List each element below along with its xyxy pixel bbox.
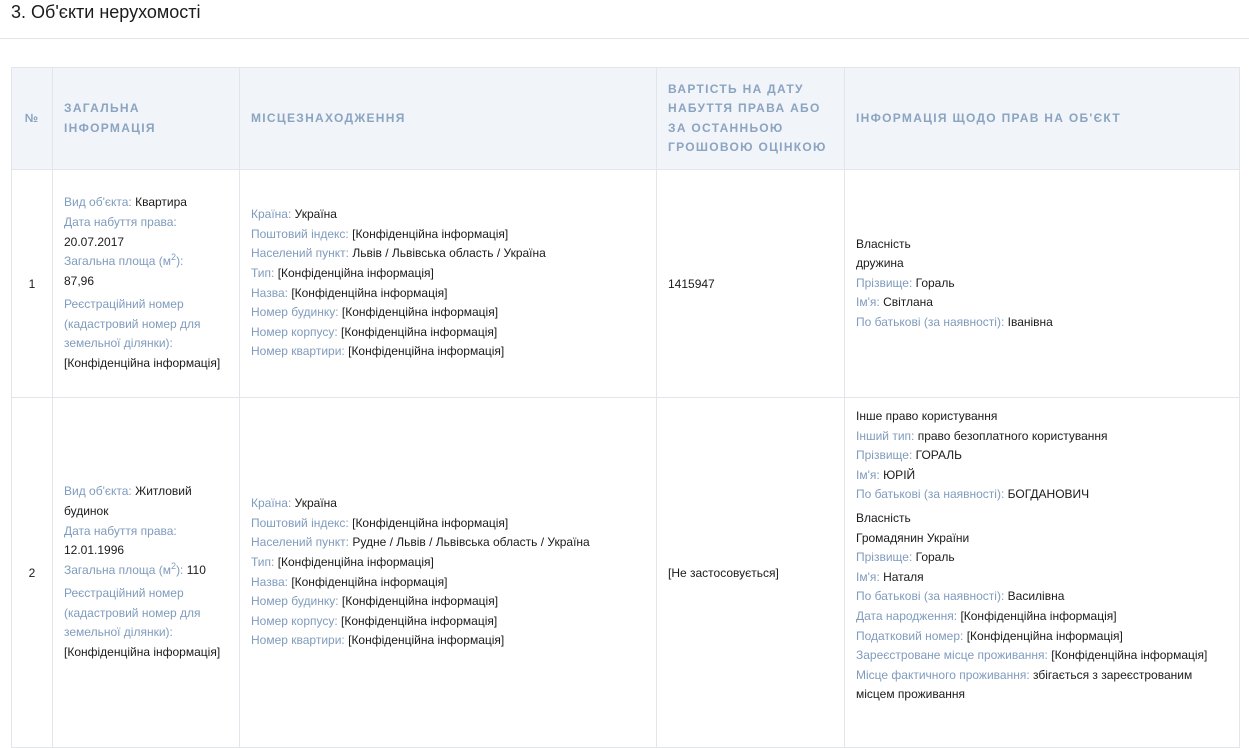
actual-residence-label: Місце фактичного проживання: bbox=[856, 667, 1030, 682]
header-rights-info: ІНФОРМАЦІЯ ЩОДО ПРАВ НА ОБ'ЄКТ bbox=[845, 68, 1240, 170]
street-name-label: Назва: bbox=[251, 574, 288, 589]
patronymic-value: БОГДАНОВИЧ bbox=[1007, 487, 1090, 502]
patronymic-value: Василівна bbox=[1007, 589, 1065, 604]
type-label: Тип: bbox=[251, 554, 275, 569]
country-label: Країна: bbox=[251, 496, 292, 511]
table-header-row bbox=[12, 68, 1240, 170]
country-label: Країна: bbox=[251, 207, 292, 222]
right-type: Інше право користування bbox=[856, 409, 998, 423]
settlement-label: Населений пункт: bbox=[251, 246, 349, 261]
postcode-label: Поштовий індекс: bbox=[251, 226, 349, 241]
object-type-value: Квартира bbox=[135, 195, 187, 210]
corpus-label: Номер корпусу: bbox=[251, 324, 338, 339]
surname-label: Прізвище: bbox=[856, 275, 913, 290]
corpus-label: Номер корпусу: bbox=[251, 613, 338, 628]
rights-cell bbox=[845, 170, 1240, 398]
type-value: [Конфіденційна інформація] bbox=[277, 554, 434, 569]
apartment-value: [Конфіденційна інформація] bbox=[348, 633, 505, 648]
firstname-label: Ім'я: bbox=[856, 569, 880, 584]
acquired-date-label: Дата набуття права: bbox=[64, 214, 177, 229]
postcode-label: Поштовий індекс: bbox=[251, 515, 349, 530]
object-type-label: Вид об'єкта: bbox=[64, 484, 132, 499]
firstname-value: Наталя bbox=[883, 569, 924, 584]
value-cell bbox=[657, 398, 845, 748]
right-type: Власність bbox=[856, 510, 911, 525]
other-type-value: право безоплатного користування bbox=[917, 428, 1108, 443]
settlement-value: Львів / Львівська область / Україна bbox=[352, 246, 546, 261]
header-number: № bbox=[12, 68, 53, 170]
object-type-label: Вид об'єкта: bbox=[64, 195, 132, 210]
street-name-value: [Конфіденційна інформація] bbox=[291, 574, 448, 589]
actual-residence-value: збігається з зареєстрованим місцем проживання bbox=[856, 667, 1193, 702]
birth-date-value: [Конфіденційна інформація] bbox=[960, 608, 1117, 623]
country-value: Україна bbox=[294, 496, 337, 511]
surname-value: Гораль bbox=[915, 275, 955, 290]
street-name-value: [Конфіденційна інформація] bbox=[291, 285, 448, 300]
cadastral-value: [Конфіденційна інформація] bbox=[64, 356, 221, 371]
header-general-info: ЗАГАЛЬНА ІНФОРМАЦІЯ bbox=[53, 68, 240, 170]
cadastral-label: Реєстраційний номер (кадастровий номер для земельної ділянки): bbox=[64, 586, 201, 640]
building-label: Номер будинку: bbox=[251, 594, 339, 609]
other-type-label: Інший тип: bbox=[856, 428, 915, 443]
building-value: [Конфіденційна інформація] bbox=[341, 305, 499, 320]
right-type: Власність bbox=[856, 236, 911, 251]
postcode-value: [Конфіденційна інформація] bbox=[352, 515, 509, 530]
postcode-value: [Конфіденційна інформація] bbox=[352, 226, 509, 241]
surname-value: Гораль bbox=[915, 550, 955, 565]
right-owner: Громадянин України bbox=[856, 530, 970, 545]
tax-number-value: [Конфіденційна інформація] bbox=[966, 628, 1123, 643]
registered-residence-value: [Конфіденційна інформація] bbox=[1051, 648, 1208, 663]
patronymic-label: По батькові (за наявності): bbox=[856, 589, 1005, 604]
general-info-cell bbox=[53, 170, 240, 398]
area-value: 110 bbox=[186, 562, 206, 577]
apartment-label: Номер квартири: bbox=[251, 344, 345, 359]
table-row bbox=[12, 170, 1240, 398]
street-name-label: Назва: bbox=[251, 285, 288, 300]
value-amount: 1415947 bbox=[668, 276, 715, 291]
section-divider bbox=[0, 38, 1249, 39]
header-location: МІСЦЕЗНАХОДЖЕННЯ bbox=[240, 68, 657, 170]
patronymic-label: По батькові (за наявності): bbox=[856, 487, 1005, 502]
row-number: 2 bbox=[12, 398, 53, 748]
cadastral-label: Реєстраційний номер (кадастровий номер для земельної ділянки): bbox=[64, 297, 201, 351]
tax-number-label: Податковий номер: bbox=[856, 628, 964, 643]
apartment-value: [Конфіденційна інформація] bbox=[348, 344, 505, 359]
cadastral-value: [Конфіденційна інформація] bbox=[64, 645, 221, 660]
right-owner: дружина bbox=[856, 256, 904, 271]
real-estate-table bbox=[11, 67, 1240, 748]
firstname-value: ЮРІЙ bbox=[883, 467, 916, 482]
surname-label: Прізвище: bbox=[856, 448, 913, 463]
general-info-cell bbox=[53, 398, 240, 748]
registered-residence-label: Зареєстроване місце проживання: bbox=[856, 648, 1048, 663]
area-label: Загальна площа $(м^2)$: bbox=[64, 252, 184, 269]
area-value: 87,96 bbox=[64, 273, 95, 288]
firstname-label: Ім'я: bbox=[856, 295, 880, 310]
settlement-value: Рудне / Львів / Львівська область / Україна bbox=[352, 535, 590, 550]
row-number: 1 bbox=[12, 170, 53, 398]
patronymic-label: По батькові (за наявності): bbox=[856, 314, 1005, 329]
patronymic-value: Іванівна bbox=[1007, 314, 1053, 329]
surname-label: Прізвище: bbox=[856, 550, 913, 565]
location-cell bbox=[240, 170, 657, 398]
section-title: 3. Об'єкти нерухомості bbox=[11, 2, 201, 22]
corpus-value: [Конфіденційна інформація] bbox=[341, 613, 498, 628]
value-amount: [Не застосовується] bbox=[668, 565, 779, 580]
area-label: Загальна площа $(м^2)$: bbox=[64, 560, 184, 577]
building-label: Номер будинку: bbox=[251, 305, 339, 320]
type-value: [Конфіденційна інформація] bbox=[277, 265, 434, 280]
value-cell bbox=[657, 170, 845, 398]
acquired-date-label: Дата набуття права: bbox=[64, 523, 177, 538]
firstname-value: Світлана bbox=[883, 295, 933, 310]
object-type-value: Житловий будинок bbox=[64, 484, 192, 518]
acquired-date-value: 20.07.2017 bbox=[64, 234, 125, 249]
birth-date-label: Дата народження: bbox=[856, 608, 958, 623]
building-value: [Конфіденційна інформація] bbox=[341, 594, 499, 609]
rights-cell bbox=[845, 398, 1240, 748]
country-value: Україна bbox=[294, 207, 337, 222]
acquired-date-value: 12.01.1996 bbox=[64, 543, 125, 558]
firstname-label: Ім'я: bbox=[856, 467, 880, 482]
header-value: ВАРТІСТЬ НА ДАТУ НАБУТТЯ ПРАВА АБО ЗА ОСТАННЬОЮ ГРОШОВОЮ ОЦІНКОЮ bbox=[657, 68, 845, 170]
apartment-label: Номер квартири: bbox=[251, 633, 345, 648]
surname-value: ГОРАЛЬ bbox=[915, 448, 963, 463]
corpus-value: [Конфіденційна інформація] bbox=[341, 324, 498, 339]
location-cell bbox=[240, 398, 657, 748]
type-label: Тип: bbox=[251, 265, 275, 280]
table-row bbox=[12, 398, 1240, 748]
settlement-label: Населений пункт: bbox=[251, 535, 349, 550]
